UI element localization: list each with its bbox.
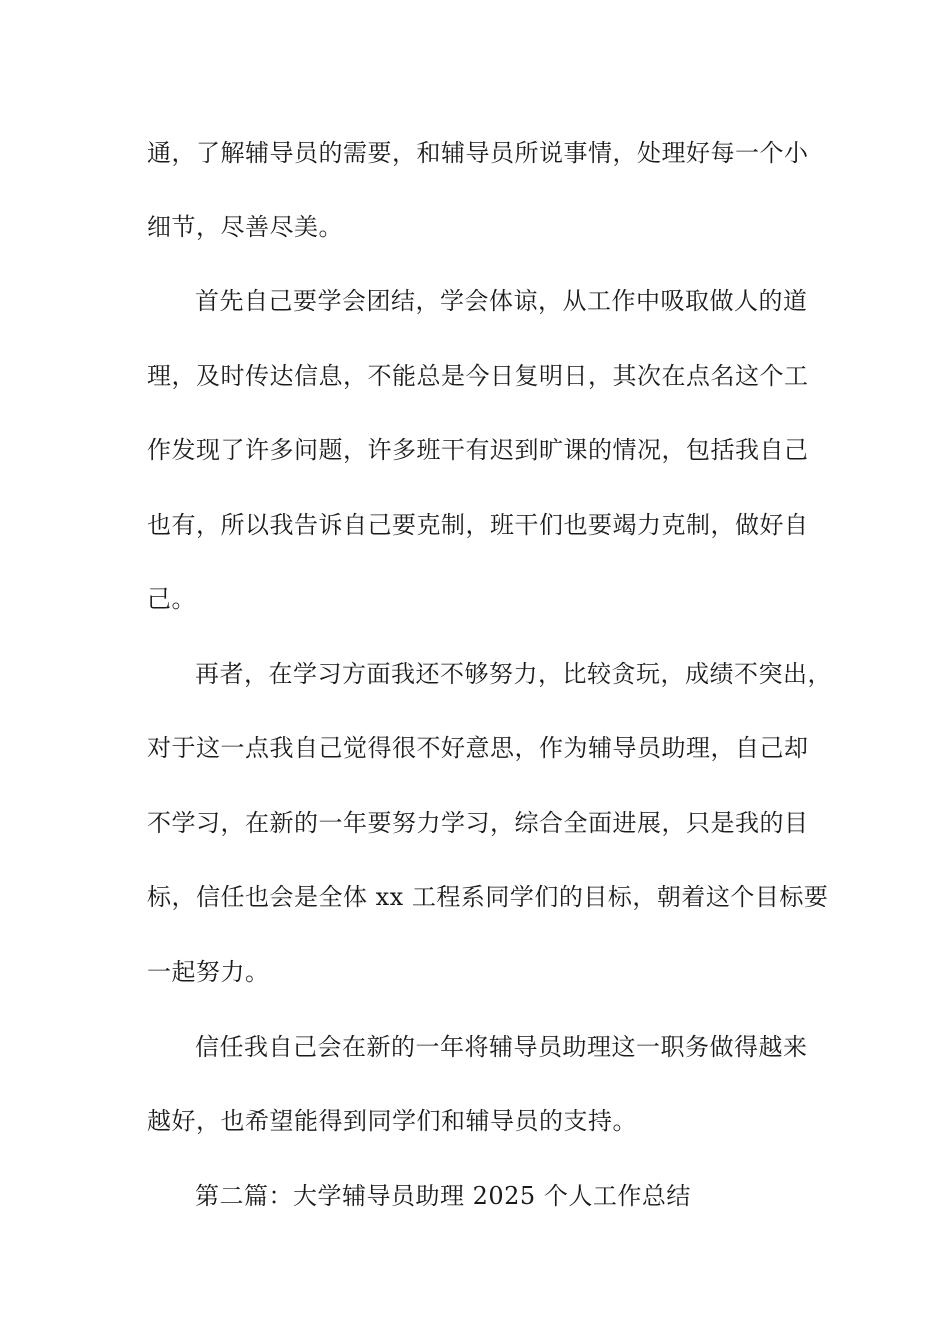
paragraph-line: 作发现了许多问题，许多班干有迟到旷课的情况，包括我自己 xyxy=(147,436,809,464)
paragraph-line: 越好，也希望能得到同学们和辅导员的支持。 xyxy=(147,1107,637,1135)
paragraph-line: 对于这一点我自己觉得很不好意思，作为辅导员助理，自己却 xyxy=(147,734,809,762)
paragraph-line: 理，及时传达信息，不能总是今日复明日，其次在点名这个工 xyxy=(147,362,809,390)
paragraph-line: 一起努力。 xyxy=(147,958,270,986)
paragraph-line: 细节，尽善尽美。 xyxy=(147,213,343,241)
paragraph-line: 通，了解辅导员的需要，和辅导员所说事情，处理好每一个小 xyxy=(147,139,809,167)
paragraph-line: 再者，在学习方面我还不够努力，比较贪玩，成绩不突出， xyxy=(195,660,832,688)
paragraph-line: 首先自己要学会团结，学会体谅，从工作中吸取做人的道 xyxy=(195,287,808,315)
paragraph-line: 也有，所以我告诉自己要克制，班干们也要竭力克制，做好自 xyxy=(147,511,809,539)
paragraph-line: 信任我自己会在新的一年将辅导员助理这一职务做得越来 xyxy=(195,1033,808,1061)
paragraph-line: 不学习，在新的一年要努力学习，综合全面进展，只是我的目 xyxy=(147,809,809,837)
section-heading: 第二篇：大学辅导员助理 2025 个人工作总结 xyxy=(195,1182,691,1210)
paragraph-line: 己。 xyxy=(147,585,196,613)
paragraph-line: 标，信任也会是全体 xx 工程系同学们的目标，朝着这个目标要 xyxy=(147,883,829,911)
